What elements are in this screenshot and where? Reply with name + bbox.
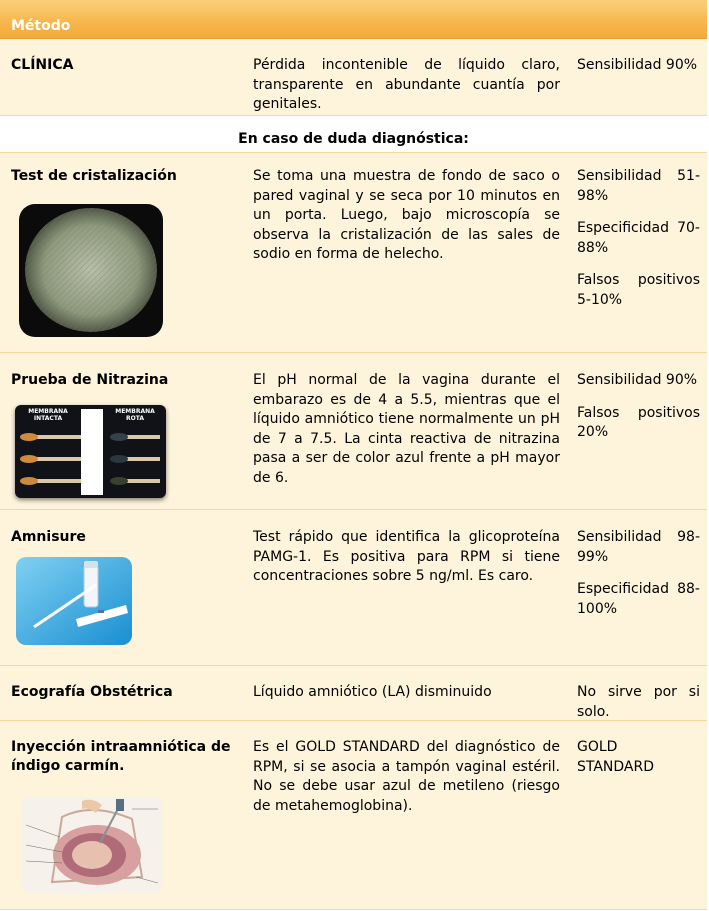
table-row-cristalizacion [0, 153, 707, 353]
method-description: Se toma una muestra de fondo de saco o pared vaginal y se seca por 10 minutos en un porta. Luego, bajo microscopía se observa la cristalización de las sales de sodio en forma de helecho. [253, 168, 560, 262]
stat-text: Sensibilidad 51-98% [577, 168, 700, 204]
image-label: MEMBRANA INTACTA [28, 408, 68, 422]
stat-text: Especificidad 70-88% [577, 220, 700, 256]
section-label: En caso de duda diagnóstica: [238, 131, 469, 147]
stat-text: Falsos positivos 20% [577, 404, 700, 440]
amnisure-test-image [16, 557, 132, 645]
stat-text: Falsos positivos 5-10% [577, 272, 700, 308]
table-row-clinica [0, 39, 707, 116]
stat-text: GOLD STANDARD [577, 739, 655, 775]
method-name: Prueba de Nitrazina [11, 372, 169, 388]
method-name: Amnisure [11, 529, 86, 545]
table-row-nitrazina [0, 353, 707, 510]
method-description: Es el GOLD STANDARD del diagnóstico de RPM, si se asocia a tampón vaginal estéril. No se debe usar azul de metileno (riesgo de metahemoglobina). [253, 739, 560, 814]
table-header [0, 0, 707, 39]
method-description: Pérdida incontenible de líquido claro, transparente en abundante cuantía por genitales. [253, 57, 560, 112]
table-row-amnisure [0, 510, 707, 666]
method-description: Líquido amniótico (LA) disminuido [253, 684, 492, 700]
stat-text: Sensibilidad 90% [577, 57, 698, 73]
method-description: Test rápido que identifica la glicoproteína PAMG-1. Es positiva para RPM si tiene concentraciones sobre 5 ng/ml. Es caro. [253, 529, 560, 584]
stat-text: Especificidad 88-100% [577, 581, 700, 617]
method-stats [577, 738, 677, 790]
method-stats [577, 167, 700, 323]
header-title: Método [11, 18, 71, 34]
image-label: MEMBRANA ROTA [115, 408, 155, 422]
section-row [0, 116, 707, 153]
method-description: El pH normal de la vagina durante el embarazo es de 4 a 5.5, mientras que el líquido amniótico tiene normalmente un pH de 7 a 7.5. La cinta reactiva de nitrazina pasa a ser de color azul frente a pH mayor de 6. [253, 372, 560, 486]
method-name: Test de cristalización [11, 168, 177, 184]
method-stats [577, 371, 700, 456]
swab-sticks-icon [15, 405, 166, 498]
table-row-ecografia [0, 666, 707, 721]
stat-text: Sensibilidad 98-99% [577, 529, 700, 565]
method-name: CLÍNICA [11, 57, 74, 73]
nitrazine-strip-image [15, 405, 166, 498]
amniocentesis-illustration [22, 797, 162, 893]
microscopy-image [19, 204, 163, 337]
method-stats [577, 56, 700, 89]
table-row-indigo [0, 721, 707, 910]
method-stats [577, 528, 700, 632]
stat-text: Sensibilidad 90% [577, 372, 698, 388]
method-name: Inyección intraamniótica de índigo carmín. [11, 739, 231, 774]
method-name: Ecografía Obstétrica [11, 684, 173, 700]
stat-text: No sirve por si solo. [577, 684, 700, 720]
